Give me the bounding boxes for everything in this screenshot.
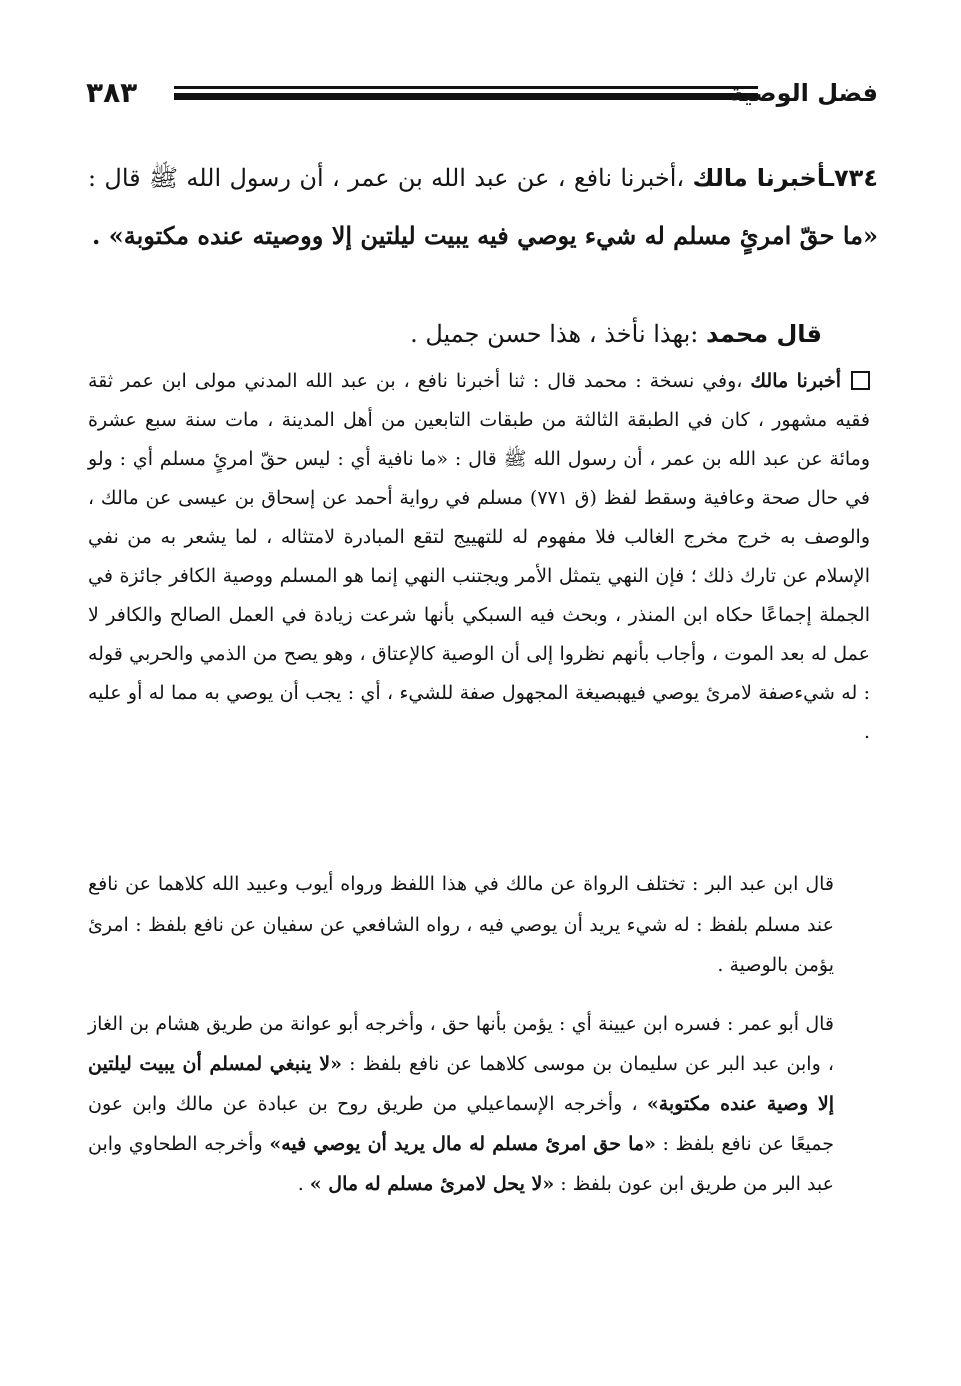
header-rule-thin <box>174 86 758 89</box>
chapter-title: فضل الوصية <box>729 79 878 107</box>
commentary-text-3e: وأخرجه الطحاوي وابن عبد البر من طريق ابن عون بلفظ : <box>88 1133 834 1195</box>
hadith-number: ٧٣٤ـ <box>825 164 878 192</box>
commentary-paragraph-1 <box>88 362 870 752</box>
commentary-paragraph-3 <box>88 1004 834 1204</box>
commentary-text-3c: ، وأخرجه الإسماعيلي من طريق روح بن عبادة عن مالك وابن عون جميعًا عن نافع بلفظ : <box>88 1093 834 1155</box>
commentary-text-2: قال ابن عبد البر : تختلف الرواة عن مالك في هذا اللفظ ورواه أيوب وعبيد الله كلاهما عن نافع عند مسلم بلفظ : له شيء يريد أن يوصي فيه ، رواه الشافعي عن سفيان عن نافع بلفظ : امرئ يؤمن بالوصية . <box>88 873 834 976</box>
quote-ma-haqq: «ما حق امرئ مسلم له مال يريد أن يوصي فيه» <box>269 1133 656 1155</box>
author-comment-text: :بهذا نأخذ ، هذا حسن جميل . <box>410 320 706 348</box>
commentary-text-3g: . <box>297 1173 310 1195</box>
commentary-paragraph-2 <box>88 864 834 986</box>
quote-la-yanbaghi: «لا ينبغي لمسلم أن يبيت ليلتين إلا وصية عنده مكتوبة» <box>88 1053 834 1115</box>
hadith-matn: «ما حقّ امرئٍ مسلم له شيء يوصي فيه يبيت ليلتين إلا ووصيته عنده مكتوبة» . <box>92 221 878 250</box>
hadith-text <box>88 150 878 265</box>
commentary-text-3a: قال أبو عمر : فسره ابن عيينة أي : يؤمن بأنها حق ، وأخرجه أبو عوانة من طريق هشام بن الغاز ، وابن عبد البر عن سليمان بن موسى كلاهما عن نافع بلفظ : <box>88 1013 834 1075</box>
author-comment <box>88 314 822 354</box>
commentary-lead: أخبرنا مالك <box>750 370 841 392</box>
header-rule-thick <box>174 93 758 100</box>
quote-la-yahillu: «لا يحل لامرئ مسلم له مال » <box>309 1173 555 1195</box>
hadith-isnad-lead: أخبرنا مالك <box>692 164 826 192</box>
page-number: ٣٨٣ <box>86 76 138 109</box>
hadith-isnad: ،أخبرنا نافع ، عن عبد الله بن عمر ، أن رسول الله ﷺ قال : <box>88 164 693 192</box>
author-comment-lead: قال محمد <box>705 320 822 348</box>
commentary-text-1: ،وفي نسخة : محمد قال : ثنا أخبرنا نافع ، بن عبد الله المدني مولى ابن عمر ثقة فقيه مشهور ، كان في الطبقة الثالثة من طبقات التابعين من أهل المدينة ، مات سنة سبع عشرة ومائة عن عبد الله بن عمر ، أن رسول الله ﷺ قال : «ما نافية أي : ليس حقّ امرئٍ مسلم أي : ولو في حال صحة وعافية وسقط لفظ (ق ٧٧١) مسلم في رواية أحمد عن إسحاق بن عيسى عن مالك ، والوصف به خرج مخرج الغالب فلا مفهوم له للتهييج لتقع المبادرة لامتثاله ، لما يشعر به من نفي الإسلام عن تارك ذلك ؛ فإن النهي يتمثل الأمر ويجتنب النهي إنما هو المسلم ووصية الكافر جائزة في الجملة إجماعًا حكاه ابن المنذر ، وبحث فيه السبكي بأنها شرعت زيادة في العمل الصالح والكافر لا عمل له بعد الموت ، وأجاب بأنهم نظروا إلى أن الوصية كالإعتاق ، وهو يصح من الذمي والحربي قوله : له شيءصفة لامرئ يوصي فيهبصيغة المجهول صفة للشيء ، أي : يجب أن يوصي به مما له أو عليه . <box>88 370 870 743</box>
running-header <box>86 64 878 114</box>
square-bullet-icon <box>851 371 870 390</box>
